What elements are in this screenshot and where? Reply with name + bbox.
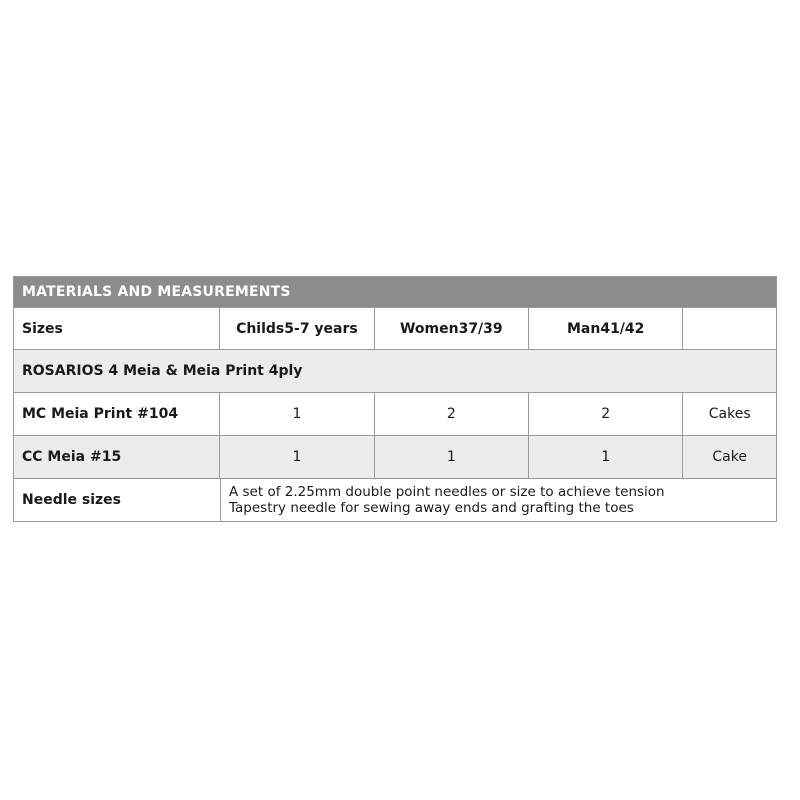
column-header-line1: Man: [566, 320, 601, 337]
column-header-line1: Women: [399, 320, 459, 337]
row-value-women: 1: [374, 436, 528, 478]
table-row: [14, 435, 776, 478]
column-header-childs: [219, 308, 373, 349]
row-unit: Cakes: [682, 393, 776, 435]
header-row: [14, 307, 776, 349]
column-header-line2: 5-7 years: [284, 320, 358, 337]
needle-sizes-row: [14, 478, 776, 521]
needle-sizes-text: [220, 479, 776, 521]
row-unit: Cake: [682, 436, 776, 478]
table-row: [14, 392, 776, 435]
row-label: CC Meia #15: [22, 449, 122, 465]
needle-line: A set of 2.25mm double point needles or size to achieve tension: [229, 484, 665, 500]
unit-header: [682, 308, 776, 349]
column-header-line2: 37/39: [458, 320, 503, 337]
row-value-man: 2: [528, 393, 682, 435]
row-value-women: 2: [374, 393, 528, 435]
yarn-band-text: ROSARIOS 4 Meia & Meia Print 4ply: [22, 363, 303, 379]
row-value-man: 1: [528, 436, 682, 478]
materials-table: [13, 276, 777, 522]
column-header-women: [374, 308, 528, 349]
column-header-line1: Childs: [236, 320, 285, 337]
row-value-childs: 1: [219, 393, 373, 435]
row-label: MC Meia Print #104: [22, 406, 179, 422]
needle-sizes-label: Needle sizes: [22, 492, 122, 508]
row-value-childs: 1: [219, 436, 373, 478]
column-header-man: [528, 308, 682, 349]
table-title: MATERIALS AND MEASUREMENTS: [14, 277, 776, 307]
yarn-band-row: [14, 349, 776, 392]
needle-line: Tapestry needle for sewing away ends and grafting the toes: [229, 500, 634, 516]
column-header-line2: 41/42: [600, 320, 645, 337]
sizes-label: Sizes: [22, 320, 63, 337]
